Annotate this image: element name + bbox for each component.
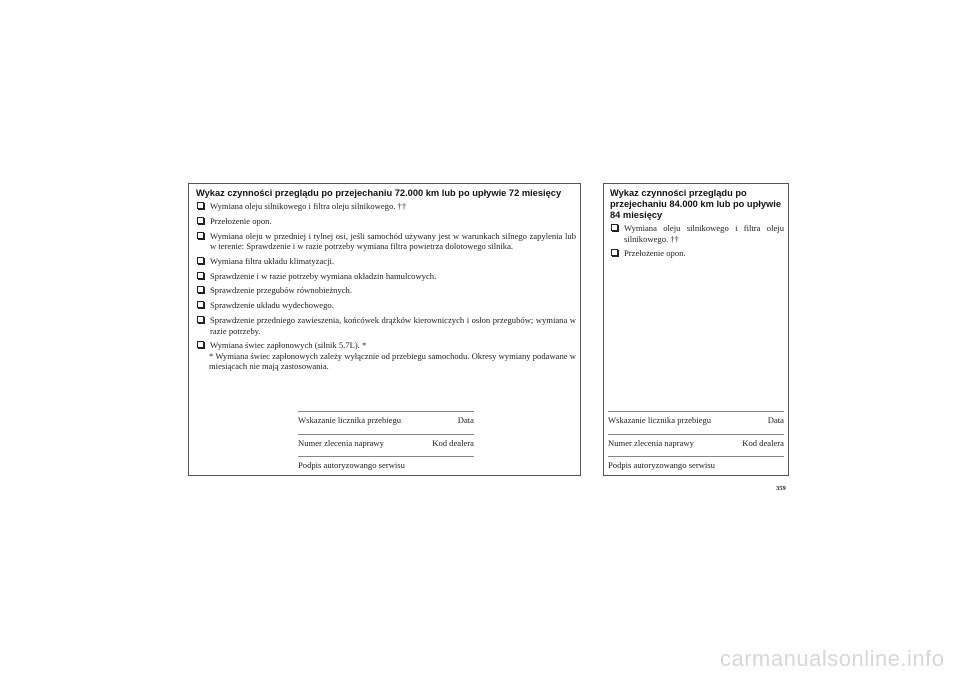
watermark: carmanualsonline.info bbox=[720, 646, 945, 671]
spark-plug-note: * Wymiana świec zapłonowych zależy wyłącznie od przebiegu samochodu. Okresy wymiany podawane w miesiącach nie mają zastosowania. bbox=[209, 350, 576, 372]
date-label: Data bbox=[767, 415, 784, 425]
repair-order-row[interactable] bbox=[608, 434, 784, 455]
signature-label: Podpis autoryzowango serwisu bbox=[608, 460, 715, 470]
dealer-code-label: Kod dealera bbox=[742, 437, 784, 448]
signature-block bbox=[608, 411, 784, 477]
checklist-item[interactable]: Wymiana oleju w przedniej i tylnej osi, jeśli samochód używany jest w warunkach silnego zapylenia lub w terenie: Sprawdzenie i w razie potrzeby wymiana filtra powietrza dolotowego silnika. bbox=[196, 231, 576, 252]
odometer-label: Wskazanie licznika przebiegu bbox=[608, 415, 712, 425]
checklist-item[interactable]: Sprawdzenie i w razie potrzeby wymiana okładzin hamulcowych. bbox=[196, 271, 576, 282]
maintenance-72000-panel bbox=[188, 183, 581, 476]
checkbox-icon[interactable] bbox=[197, 232, 204, 239]
checklist-item[interactable]: Sprawdzenie przedniego zawieszenia, końcówek drążków kierowniczych i osłon przegubów; wymiana w razie potrzeby. bbox=[196, 315, 576, 336]
repair-order-label: Numer zlecenia naprawy bbox=[608, 437, 694, 448]
maintenance-84000-panel bbox=[603, 183, 789, 476]
repair-order-label: Numer zlecenia naprawy bbox=[298, 437, 384, 448]
panel-title: Wykaz czynności przeglądu po przejechaniu 84.000 km lub po upływie 84 miesięcy bbox=[610, 188, 782, 220]
checkbox-icon[interactable] bbox=[197, 316, 204, 323]
item-text: Wymiana świec zapłonowych (silnik 5.7L). * bbox=[210, 340, 367, 351]
checklist-item[interactable]: Sprawdzenie przegubów równobieżnych. bbox=[196, 285, 576, 296]
signature-row[interactable] bbox=[298, 456, 474, 477]
checklist-item[interactable]: Sprawdzenie układu wydechowego. bbox=[196, 300, 576, 311]
odometer-row[interactable] bbox=[608, 411, 784, 432]
checkbox-icon[interactable] bbox=[197, 202, 204, 209]
checkbox-icon[interactable] bbox=[197, 341, 204, 348]
checklist bbox=[196, 201, 576, 376]
checkbox-icon[interactable] bbox=[197, 272, 204, 279]
checklist-item[interactable]: Przełożenie opon. bbox=[196, 216, 576, 227]
checklist-item[interactable] bbox=[196, 340, 576, 372]
repair-order-row[interactable] bbox=[298, 434, 474, 455]
odometer-label: Wskazanie licznika przebiegu bbox=[298, 415, 402, 425]
checklist-item[interactable]: Wymiana filtra układu klimatyzacji. bbox=[196, 256, 576, 267]
dealer-code-label: Kod dealera bbox=[432, 437, 474, 448]
checklist-item[interactable]: Wymiana oleju silnikowego i filtra oleju silnikowego. †† bbox=[610, 223, 784, 244]
checkbox-icon[interactable] bbox=[611, 249, 618, 256]
checkbox-icon[interactable] bbox=[197, 257, 204, 264]
page-number: 359 bbox=[776, 485, 786, 492]
checkbox-icon[interactable] bbox=[197, 217, 204, 224]
signature-label: Podpis autoryzowango serwisu bbox=[298, 460, 405, 470]
checklist-item[interactable]: Wymiana oleju silnikowego i filtra oleju silnikowego. †† bbox=[196, 201, 576, 212]
panel-title: Wykaz czynności przeglądu po przejechaniu 72.000 km lub po upływie 72 miesięcy bbox=[196, 188, 562, 198]
checklist bbox=[610, 223, 784, 263]
checkbox-icon[interactable] bbox=[197, 286, 204, 293]
signature-row[interactable] bbox=[608, 456, 784, 477]
checkbox-icon[interactable] bbox=[197, 301, 204, 308]
odometer-row[interactable] bbox=[298, 411, 474, 432]
checklist-item[interactable]: Przełożenie opon. bbox=[610, 248, 784, 259]
checkbox-icon[interactable] bbox=[611, 224, 618, 231]
date-label: Data bbox=[457, 415, 474, 425]
signature-block bbox=[298, 411, 474, 477]
